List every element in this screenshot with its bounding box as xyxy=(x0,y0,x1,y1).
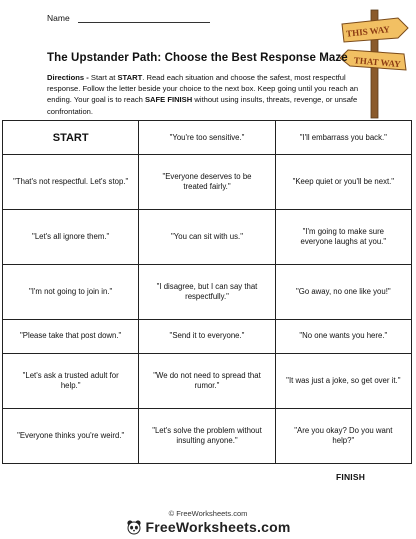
maze-cell: "Please take that post down." xyxy=(3,319,139,353)
maze-cell: "No one wants you here." xyxy=(275,319,411,353)
sign-this-way: THIS WAY xyxy=(345,24,391,39)
maze-cell: "I'll embarrass you back." xyxy=(275,121,411,155)
name-blank-line xyxy=(78,14,210,23)
maze-cell: "Go away, no one like you!" xyxy=(275,265,411,320)
directions-start-word: START xyxy=(117,73,143,82)
directions-part1: Start at xyxy=(88,73,118,82)
maze-cell: "I disagree, but I can say that respectfully." xyxy=(139,265,275,320)
maze-cell: "You can sit with us." xyxy=(139,210,275,265)
maze-cell-start: START xyxy=(3,121,139,155)
finish-label: FINISH xyxy=(336,472,366,482)
maze-cell: "Send it to everyone." xyxy=(139,319,275,353)
maze-row xyxy=(3,319,412,353)
maze-grid xyxy=(2,120,412,464)
directions-safe-finish: SAFE FINISH xyxy=(144,95,193,105)
maze-cell: "Everyone deserves to be treated fairly." xyxy=(139,155,275,210)
maze-cell: "It was just a joke, so get over it." xyxy=(275,354,411,409)
maze-cell: "I'm not going to join in." xyxy=(3,265,139,320)
maze-row xyxy=(3,121,412,155)
maze-row xyxy=(3,155,412,210)
footer-url: © FreeWorksheets.com xyxy=(168,509,248,518)
maze-cell: "That's not respectful. Let's stop." xyxy=(3,155,139,210)
maze-cell: "We do not need to spread that rumor." xyxy=(139,354,275,409)
maze-row xyxy=(3,409,412,464)
maze-row xyxy=(3,210,412,265)
maze-cell: "Let's all ignore them." xyxy=(3,210,139,265)
footer-brand-text: FreeWorksheets.com xyxy=(145,519,291,535)
sign-that-way: THAT WAY xyxy=(353,55,402,70)
maze-cell: "Let's ask a trusted adult for help." xyxy=(3,354,139,409)
maze-row xyxy=(3,265,412,320)
maze-cell: "Let's solve the problem without insulting anyone." xyxy=(139,409,275,464)
name-label: Name xyxy=(47,13,70,23)
maze-cell: "Are you okay? Do you want help?" xyxy=(275,409,411,464)
panda-logo-icon xyxy=(126,519,142,535)
maze-row xyxy=(3,354,412,409)
maze-cell: "You're too sensitive." xyxy=(139,121,275,155)
footer-brand xyxy=(0,519,416,539)
page-title: The Upstander Path: Choose the Best Response Maze xyxy=(47,52,348,64)
name-field-row xyxy=(47,13,210,23)
maze-cell: "Everyone thinks you're weird." xyxy=(3,409,139,464)
maze-cell: "Keep quiet or you'll be next." xyxy=(275,155,411,210)
directions-label: Directions - xyxy=(47,73,89,82)
directions-text xyxy=(47,72,367,117)
maze-cell: "I'm going to make sure everyone laughs at you." xyxy=(275,210,411,265)
directions-part3: without using insults, threats, revenge, or unsafe confrontation. xyxy=(47,95,358,116)
directions-part2: . Read each situation and choose the safest, most respectful response. Follow the letter beside your choice to the next box. Keep going until you reach an ending. Your goal is to reach xyxy=(47,73,359,105)
